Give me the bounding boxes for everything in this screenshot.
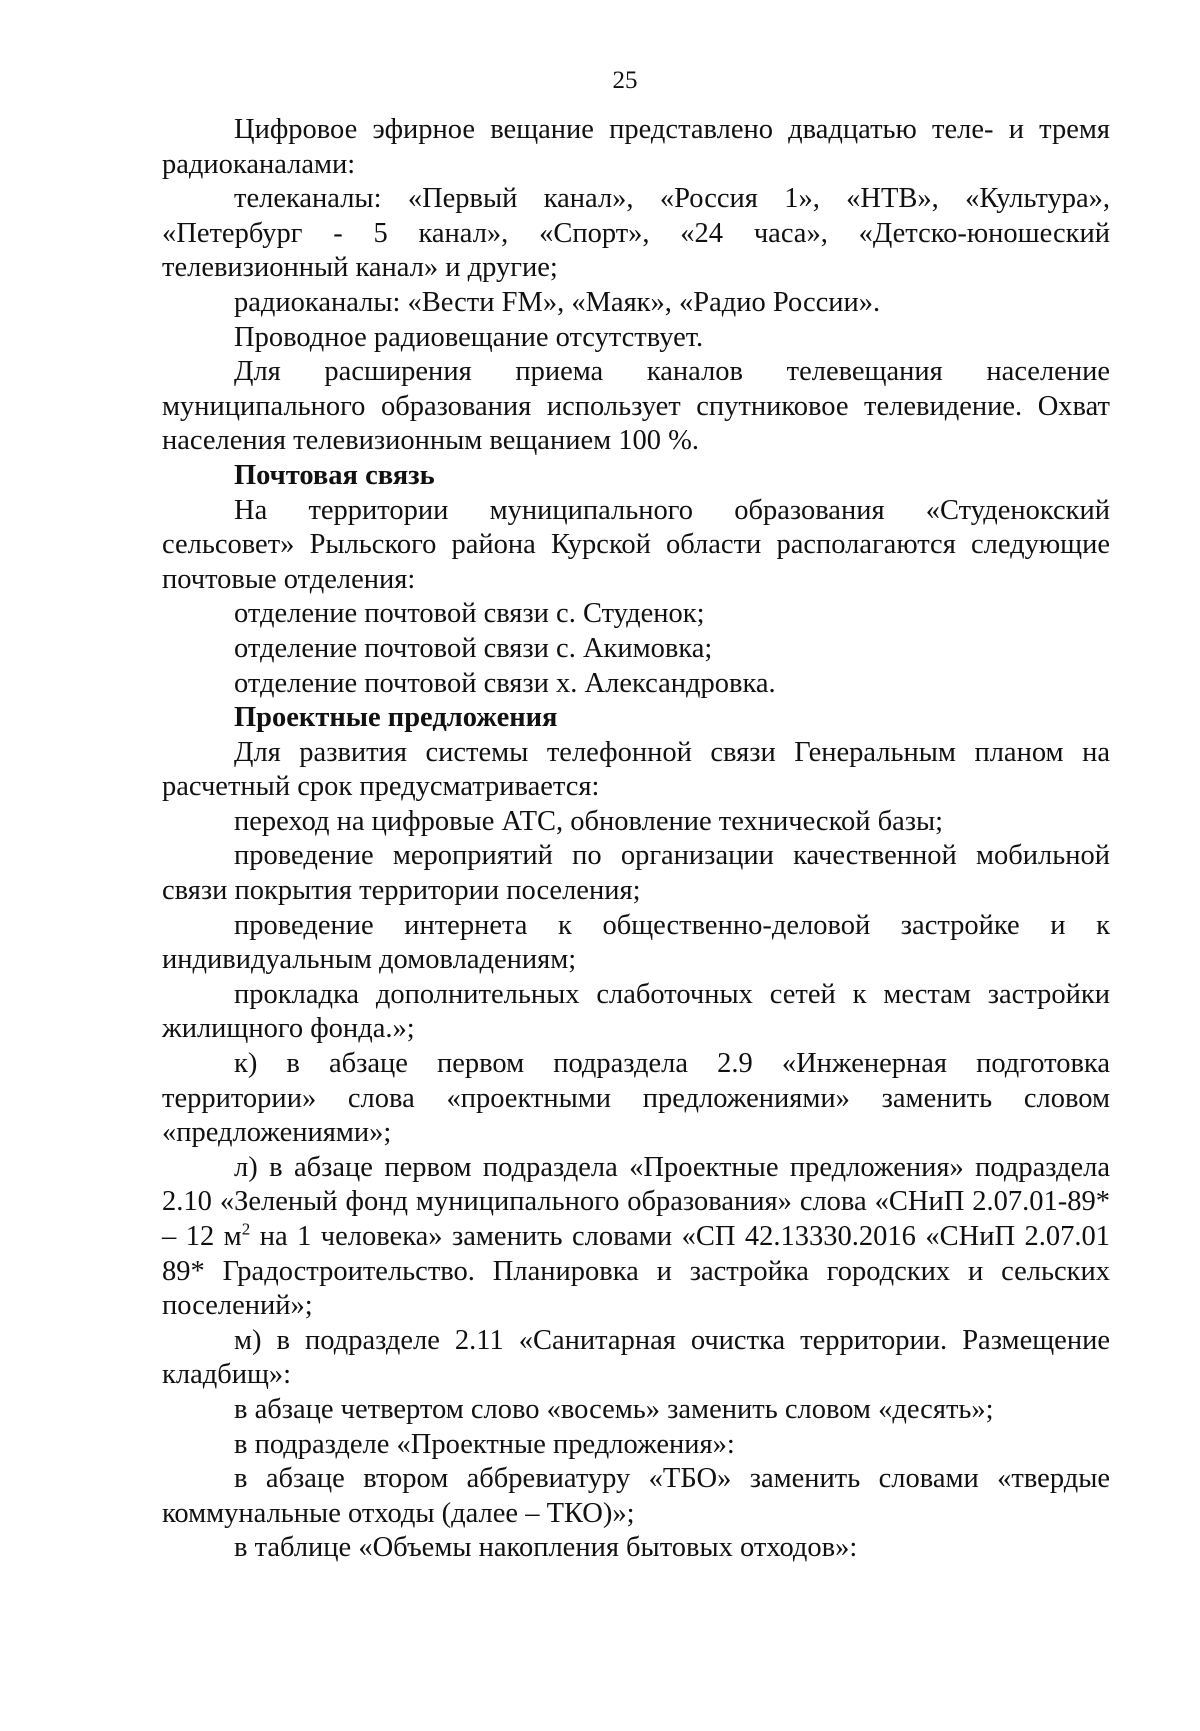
paragraph: в абзаце четвертом слово «восемь» заменить словом «десять»; <box>234 1393 994 1425</box>
paragraph: радиоканалы: «Вести FM», «Маяк», «Радио России». <box>234 286 881 318</box>
list-item: прокладка дополнительных слаботочных сетей к местам застройки жилищного фонда.»; <box>162 978 1110 1045</box>
amendment-text-part: л) в абзаце первом подраздела «Проектные предложения» подраздела 2.10 «Зеленый фонд муниципального образования» слова «СНиП 2.07.01-89* – 12 м <box>162 1151 1110 1252</box>
paragraph: На территории муниципального образования «Студенокский сельсовет» Рыльского района Курской области располагаются следующие почтовые отделения: <box>162 494 1110 595</box>
document-body <box>162 113 1110 1566</box>
list-item: отделение почтовой связи х. Александровка. <box>234 667 776 699</box>
list-item: отделение почтовой связи с. Студенок; <box>234 598 705 630</box>
section-heading: Проектные предложения <box>234 702 558 734</box>
amendment-item: м) в подразделе 2.11 «Санитарная очистка территории. Размещение кладбищ»: <box>162 1324 1110 1391</box>
list-item: проведение интернета к общественно-деловой застройке и к индивидуальным домовладениям; <box>162 909 1110 976</box>
paragraph: Проводное радиовещание отсутствует. <box>234 321 704 353</box>
paragraph: Цифровое эфирное вещание представлено двадцатью теле- и тремя радиоканалами: <box>162 114 1110 180</box>
paragraph: в таблице «Объемы накопления бытовых отходов»: <box>234 1532 858 1564</box>
amendment-text-part: на 1 человека» заменить словами «СП 42.13330.2016 «СНиП 2.07.01 89* Градостроительство. Планировка и застройка городских и сельских поселений»; <box>162 1221 1110 1322</box>
paragraph: в подразделе «Проектные предложения»: <box>234 1428 735 1460</box>
list-item: проведение мероприятий по организации качественной мобильной связи покрытия территории поселения; <box>162 840 1110 907</box>
page-number: 25 <box>612 67 638 94</box>
paragraph: Для развития системы телефонной связи Генеральным планом на расчетный срок предусматривается: <box>162 736 1110 803</box>
paragraph: в абзаце втором аббревиатуру «ТБО» заменить словами «твердые коммунальные отходы (далее – ТКО)»; <box>162 1463 1110 1529</box>
list-item: отделение почтовой связи с. Акимовка; <box>234 632 713 664</box>
amendment-item <box>162 1151 1110 1324</box>
paragraph: телеканалы: «Первый канал», «Россия 1», «НТВ», «Культура», «Петербург - 5 канал», «Спорт», «24 часа», «Детско-юношеский телевизионный канал» и другие; <box>162 183 1110 284</box>
list-item: переход на цифровые АТС, обновление технической базы; <box>234 805 944 837</box>
section-heading: Почтовая связь <box>234 459 435 491</box>
superscript: 2 <box>241 1219 251 1239</box>
amendment-item: к) в абзаце первом подраздела 2.9 «Инженерная подготовка территории» слова «проектными предложениями» заменить словом «предложениями»; <box>162 1048 1110 1149</box>
paragraph: Для расширения приема каналов телевещания население муниципального образования использует спутниковое телевидение. Охват населения телевизионным вещанием 100 %. <box>162 356 1110 457</box>
